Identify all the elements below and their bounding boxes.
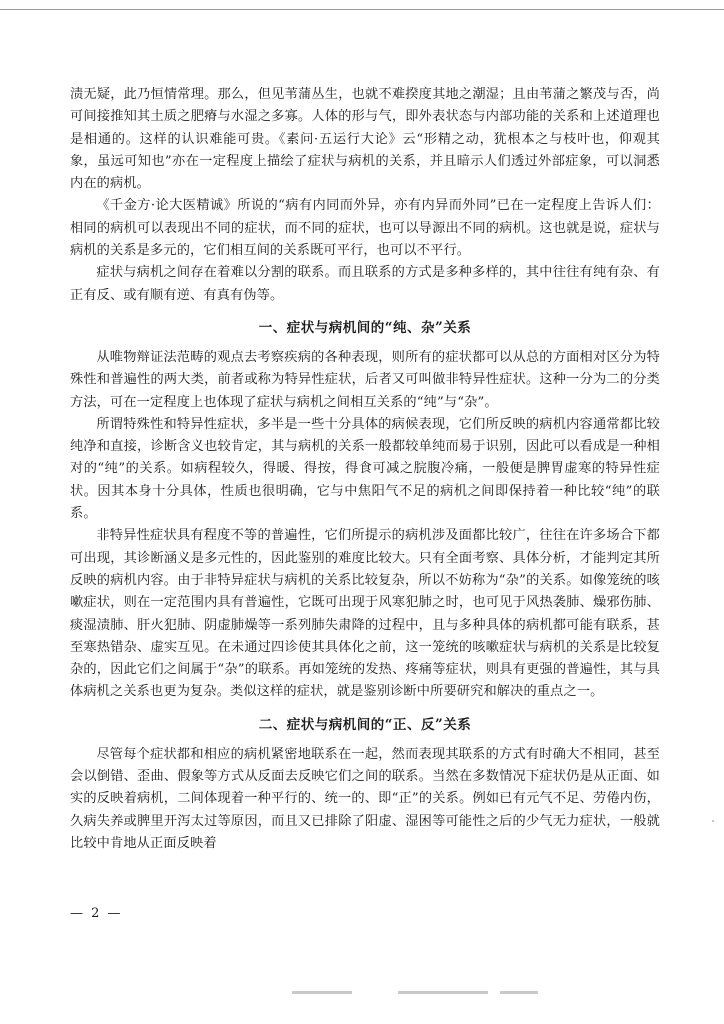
- section-heading-pure-mixed: 一、症状与病机间的“纯、杂”关系: [258, 319, 472, 336]
- paragraph-direct-reverse: 尽管每个症状都和相应的病机紧密地联系在一起，然而表现其联系的方式有时确大不相同，甚至会以倒错、歪曲、假象等方式从反面去反映它们之间的联系。当然在多数情况下症状仍是从正面、如实的反映着病机，二间体现着一种平行的、统一的、即“正”的关系。例如已有元气不足、劳倦内伤，久病失养或脾里开泻太过等原因，而且又已排除了阳虚、湿困等可能性之后的少气无力症状，一般就比较中肯地从正面反映着: [70, 746, 660, 851]
- scan-artifact: [500, 991, 538, 994]
- scan-artifact: [292, 991, 352, 994]
- scan-artifact: [398, 991, 488, 994]
- paragraph-qianjinfang-quote: 《千金方·论大医精诚》所说的“病有内同而外异，亦有内异而外同”已在一定程度上告诉人们：相同的病机可以表现出不同的症状，而不同的症状，也可以导源出不同的病机。这也就是说，症状与病机的关系是多元的，它们相互间的关系既可平行，也可以不平行。: [70, 198, 660, 259]
- paragraph-relations-summary: 症状与病机之间存在着难以分割的联系。而且联系的方式是多种多样的，其中往往有纯有杂、有正有反、或有顺有逆、有真有伪等。: [70, 265, 660, 303]
- scan-top-edge-rule: [0, 9, 724, 10]
- scan-speck: [712, 820, 714, 822]
- page-number: — 2 —: [70, 906, 123, 921]
- paragraph-continued: 渍无疑，此乃恒情常理。那么，但见苇蒲丛生，也就不难揆度其地之潮湿；且由苇蒲之繁茂与否，尚可间接推知其土质之肥瘠与水湿之多寡。人体的形与气，即外表状态与内部功能的关系和上述道理也是相通的。这样的认识难能可贵。《素问·五运行大论》云“形精之动，犹根本之与枝叶也，仰观其象，虽远可知也”亦在一定程度上描绘了症状与病机的关系，并且暗示人们透过外部症象，可以洞悉内在的病机。: [70, 87, 660, 192]
- document-page: [70, 84, 660, 855]
- paragraph-nonspecific-symptoms: 非特异性症状具有程度不等的普遍性，它们所提示的病机涉及面都比较广，往往在许多场合下都可出现，其诊断涵义是多元性的，因此鉴别的难度比较大。只有全面考察、具体分析，才能判定其所反映的病机内容。由于非特异症状与病机的关系比较复杂，所以不妨称为“杂”的关系。如像笼统的咳嗽症状，则在一定范围内具有普遍性，它既可出现于风寒犯肺之时，也可见于风热袭肺、燥邪伤肺、痰湿渍肺、肝火犯肺、阴虚肺燥等一系列肺失肃降的过程中，且与多种具体的病机都可能有联系，甚至寒热错杂、虚实互见。在未通过四诊使其具体化之前，这一笼统的咳嗽症状与病机的关系是比较复杂的，因此它们之间属于“杂”的联系。再如笼统的发热、疼痛等症状，则具有更强的普遍性，其与具体病机之关系也更为复杂。类似这样的症状，就是鉴别诊断中所要研究和解决的重点之一。: [70, 528, 660, 700]
- paragraph-specific-symptoms: 所谓特殊性和特异性症状，多半是一些十分具体的病候表现，它们所反映的病机内容通常都比较纯净和直接，诊断含义也较肯定，其与病机的关系一般都较单纯而易于识别，因此可以看成是一种相对的“纯”的关系。如病程较久，得暖、得按，得食可减之脘腹冷痛，一般便是脾胃虚寒的特异性症状。因其本身十分具体，性质也很明确，它与中焦阳气不足的病机之间即保持着一种比较“纯”的联系。: [70, 416, 660, 522]
- section-heading-direct-reverse: 二、症状与病机间的“正、反”关系: [258, 716, 472, 733]
- paragraph-dialectics: 从唯物辩证法范畴的观点去考察疾病的各种表现，则所有的症状都可以从总的方面相对区分为特殊性和普遍性的两大类，前者或称为特异性症状，后者又可叫做非特异性症状。这种一分为二的分类方法，可在一定程度上也体现了症状与病机之间相互关系的“纯”与“杂”。: [70, 349, 660, 410]
